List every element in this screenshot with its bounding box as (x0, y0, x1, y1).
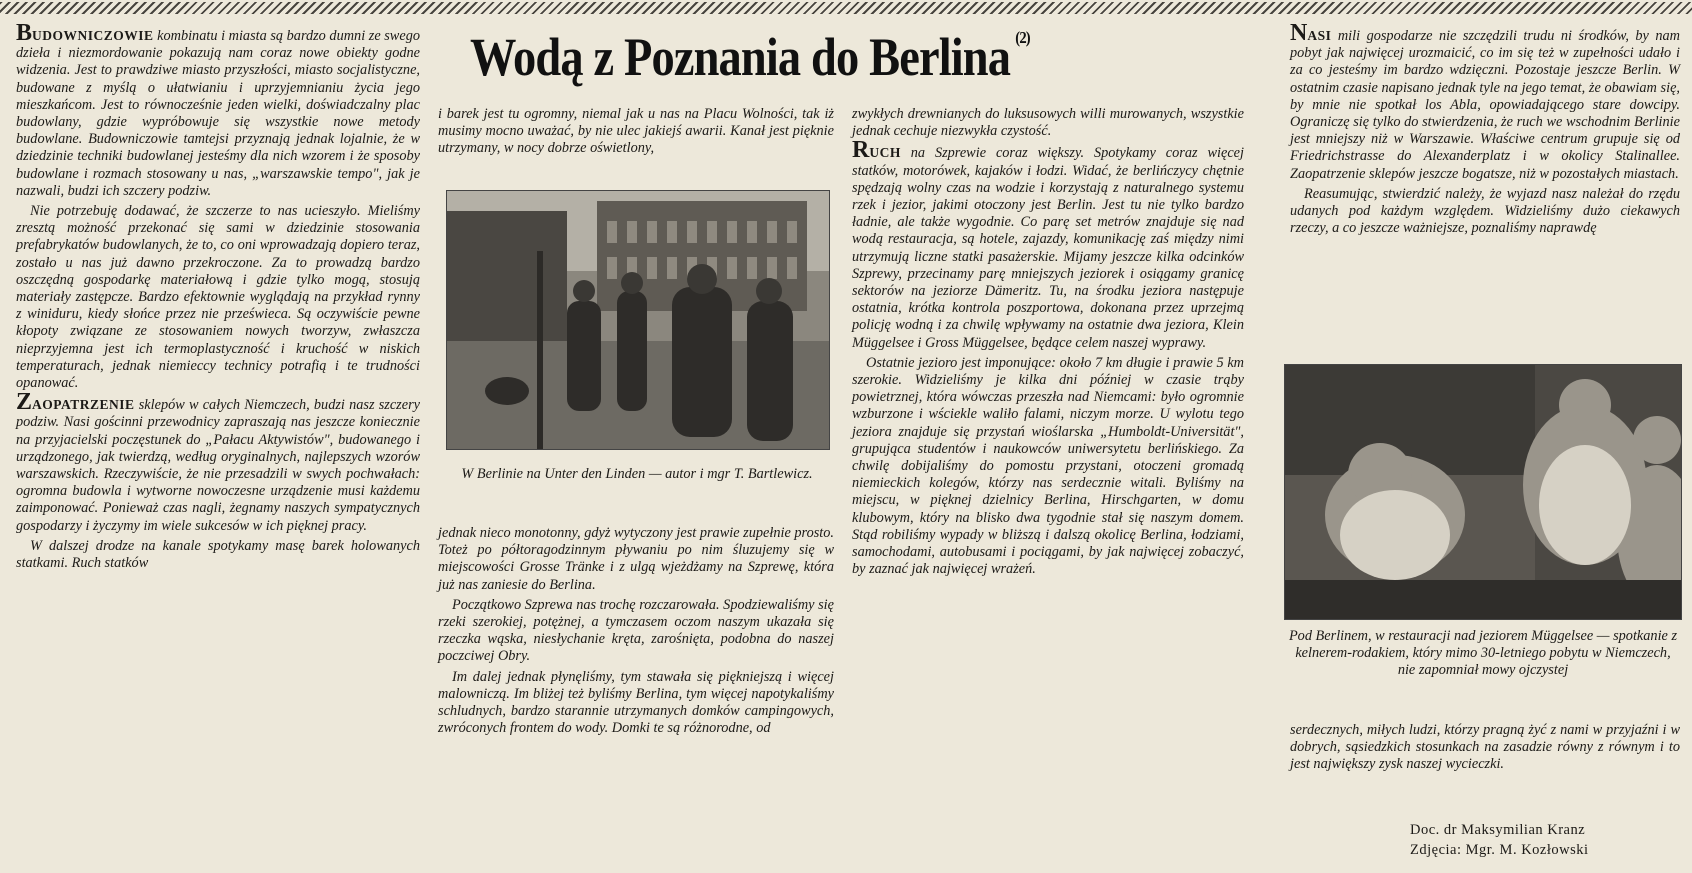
paragraph-text: sklepów w całych Niemczech, budzi nasz szczery podziw. Nasi gościnni przewodnicy zapraszają nas jeszcze koniecznie na przyjacielski poczęstunek do „Pałacu Aktywistów", budowanego i urządzonego, jak twierdzą, według oryginalnych, najlepszych wzorów warszawskich. Rzeczywiście, że nie przesadzili w swych pochwałach: ogromna budowla i wytworne nowoczesne urządzenie musi każdemu zaimponować. Ponieważ czas nagli, żegnamy naszych sympatycznych gospodarzy i życzymy im wiele sukcesów w ich pięknej pracy. (16, 397, 420, 534)
headline-title: Wodą z Poznania do Berlina (470, 27, 1011, 87)
col3-paragraph-2: Ostatnie jezioro jest imponujące: około 7 km długie i prawie 5 km szerokie. Widzieliśmy je kilka dni później w czasie trąby powietrznej, która wówczas przeszła nad Niemcami: było ogromnie wzburzone i wściekle waliło falami, niczym morze. U wylotu tego jeziora znajduje się przystań wioślarska „Humboldt-Universität", grupująca studentów i naukowców uniwersytetu berlińskiego. Za chwilę dobijaliśmy do pomostu przystani, otoczeni gromadą niemieckich kolegów, którzy nas serdecznie witali. Byliśmy na miejscu, w pięknej dzielnicy Berlina, Hirschgarten, w domu klubowym, który na blisko dwa tygodnie stał się naszym domem. Stąd robiliśmy wypady w bliższą i dalszą okolicę Berlina, łodziami, samochodami, autobusami i pociągami, by jak najwięcej zobaczyć, by zaznać jak najwięcej wrażeń. (852, 354, 1244, 578)
col1-paragraph-3 (16, 389, 420, 535)
col4-paragraph-2: Reasumując, stwierdzić należy, że wyjazd nasz należał do rzędu udanych pod każdym względem. Widzieliśmy dużo ciekawych rzeczy, a co jeszcze ważniejsze, poznaliśmy naprawdę (1290, 185, 1680, 237)
photo-caption-muggelsee: Pod Berlinem, w restauracji nad jeziorem Müggelsee — spotkanie z kelnerem-rodakiem, który mimo 30-letniego pobytu w Niemczech, nie zapomniał mowy ojczystej (1288, 628, 1678, 679)
column-1 (16, 20, 420, 575)
paragraph-text: kombinatu i miasta są bardzo dumni ze swego dzieła i niezmordowanie pokazują nam coraz nowe obiekty godne widzenia. Jest to prawdziwe miasto przyszłości, miasto socjalistyczne, budowane z myślą o ułatwianiu i uprzyjemnianiu życia jego mieszkańcom. Jest to równocześnie jeden wielki, doświadczalny plac budowlany, gdzie wypróbowuje się wszystkie nowe metody budowlane. Budowniczowie tamtejsi przyznają jednak lojalnie, że w dziedzinie techniki budowlanej jesteśmy dla nich wzorem i że sposoby budowlane i rozmach stosowany u nas, „warszawskie tempo", jak je nazwali, budzi ich szczery podziw. (16, 28, 420, 199)
headline-part-number: (2) (1015, 28, 1030, 47)
author-signature: Doc. dr Maksymilian Kranz (1410, 822, 1586, 838)
col4-paragraph-1 (1290, 20, 1680, 183)
photo-restaurant-scene (1285, 365, 1681, 619)
lead-word: AOPATRZENIE (32, 397, 135, 413)
col1-paragraph-2: Nie potrzebuję dodawać, że szczerze to nas ucieszyło. Mieliśmy zresztą możność przekonać się sami w dziedzinie stosowania prefabrykatów budowlanych, że to, co oni wprowadzają dopiero teraz, zostało u nas już dawno przekroczone. Za to prowadzą bardzo oszczędną gospodarkę materiałową i gdzie tylko mogą, stosują materiały zastępcze. Bardzo efektownie wyglądają na przykład rynny z winiduru, kiedy słońce przez nie prześwieca. Są oczywiście pewne kłopoty związane ze stosowaniem nowych tworzyw, zwłaszcza nieprzyjemna jest ich termoplastyczność i kruchość w niskich temperaturach, jednak niemieccy technicy potrafią i te trudności opanować. (16, 203, 420, 392)
column-3 (852, 106, 1244, 581)
photo-muggelsee-restaurant (1284, 364, 1682, 620)
dropcap-r: R (852, 137, 870, 164)
photo-credit: Zdjęcia: Mgr. M. Kozłowski (1410, 842, 1589, 858)
column-2-bottom (438, 525, 834, 740)
col2-paragraph-2: Początkowo Szprewa nas trochę rozczarowała. Spodziewaliśmy się rzeki szerokiej, potężnej, a tymczasem oczom naszym ukazała się rzeczka wąska, niesłychanie kręta, zarośnięta, podobna do naszej poczciwej Obry. (438, 596, 834, 665)
column-4-top (1290, 20, 1680, 240)
col3-paragraph-1 (852, 137, 1244, 351)
lead-word: UDOWNICZOWIE (32, 28, 154, 43)
lead-word: ASI (1307, 28, 1332, 43)
col1-paragraph-4: W dalszej drodze na kanale spotykamy masę barek holowanych statkami. Ruch statków (16, 537, 420, 572)
col2-paragraph-top: i barek jest tu ogromny, niemal jak u nas na Placu Wolności, tak iż musimy mocno uważać, by nie ulec jakiejś awarii. Kanał jest pięknie utrzymany, w nocy dobrze oświetlony, (438, 106, 834, 157)
lead-word: UCH (869, 145, 901, 161)
photo-caption-unter-den-linden: W Berlinie na Unter den Linden — autor i mgr T. Bartlewicz. (461, 466, 813, 482)
col1-paragraph-1 (16, 20, 420, 200)
paragraph-text: mili gospodarze nie szczędzili trudu ni środków, by nam pobyt jak najwięcej urozmaicić, co im się też w zupełności udało i za co jesteśmy im bardzo wdzięczni. Pozostaje jeszcze Berlin. W ostatnim czasie napisano jednak tyle na jego temat, że obawiam się, by mnie nie spotkał los Abla, opowiadającego stare dowcipy. Ograniczę się tylko do stwierdzenia, że ruch we wschodnim Berlinie jest mniejszy niż w Warszawie. Właściwe centrum grupuje się od Friedrichstrasse do Alexanderplatz i w okolicy Stalinallee. Zaopatrzenie sklepów jeszcze bogatsze, niż w pozostałych miastach. (1290, 28, 1680, 182)
paragraph-text: na Szprewie coraz większy. Spotykamy coraz więcej statków, motorówek, kajaków i łodzi. Widać, że berlińczycy chętnie spędzają wolny czas na wodzie i korzystają z naturalnego systemu rzek i jezior, jakimi otoczony jest Berlin. Jest tu nie tylko bardzo ładnie, ale także wygodnie. Co parę set metrów znajduje się nad wodą restauracja, są hotele, zajazdy, komunikację zaś między nimi utrzymują liczne statki pasażerskie. Mijamy jeszcze kilka odcinków Szprewy, przecinamy parę mniejszych jeziorek i osiągamy granicę sektorów na jeziorze Dämeritz. Tu, na środku jeziora następuje ostatnia, krótka kontrola poszportowa, dokonana przez uprzejmą policję wodną i za chwilę wpływamy na ostatnie dwa jeziora, Klein Müggelsee i Gross Müggelsee, będące celem naszej wyprawy. (852, 145, 1244, 351)
dropcap-z: Z (16, 389, 33, 416)
article-headline (470, 26, 1063, 88)
dropcap-b: B (16, 20, 33, 46)
col2-paragraph-1: jednak nieco monotonny, gdyż wytyczony jest prawie zupełnie prosto. Toteż po półtoragodzinnym pływaniu po nim śluzujemy się w miejscowości Grosse Tränke i z ulgą wjeżdżamy na Szprewę, która już nas zaniesie do Berlina. (438, 525, 834, 593)
col3-paragraph-top: zwykłych drewnianych do luksusowych willi murowanych, wszystkie jednak cechuje niezwykła czystość. (852, 106, 1244, 140)
col4-paragraph-3: serdecznych, miłych ludzi, którzy pragną żyć z nami w przyjaźni i w dobrych, sąsiedzkich stosunkach na zasadzie równy z równym i to jest największy zysk naszej wycieczki. (1290, 722, 1680, 773)
photo-street-scene (447, 191, 829, 449)
photo-unter-den-linden (446, 190, 830, 450)
col2-paragraph-3: Im dalej jednak płynęliśmy, tym stawała się piękniejszą i więcej malowniczą. Im bliżej też byliśmy Berlina, tym więcej napotykaliśmy schludnych, bardzo starannie utrzymanych domków campingowych, zwróconych frontem do wody. Domki te są różnorodne, od (438, 668, 834, 737)
decorative-top-rule (0, 2, 1692, 14)
dropcap-n: N (1290, 20, 1308, 46)
column-4-bottom (1290, 722, 1680, 777)
column-2-top (438, 106, 834, 161)
